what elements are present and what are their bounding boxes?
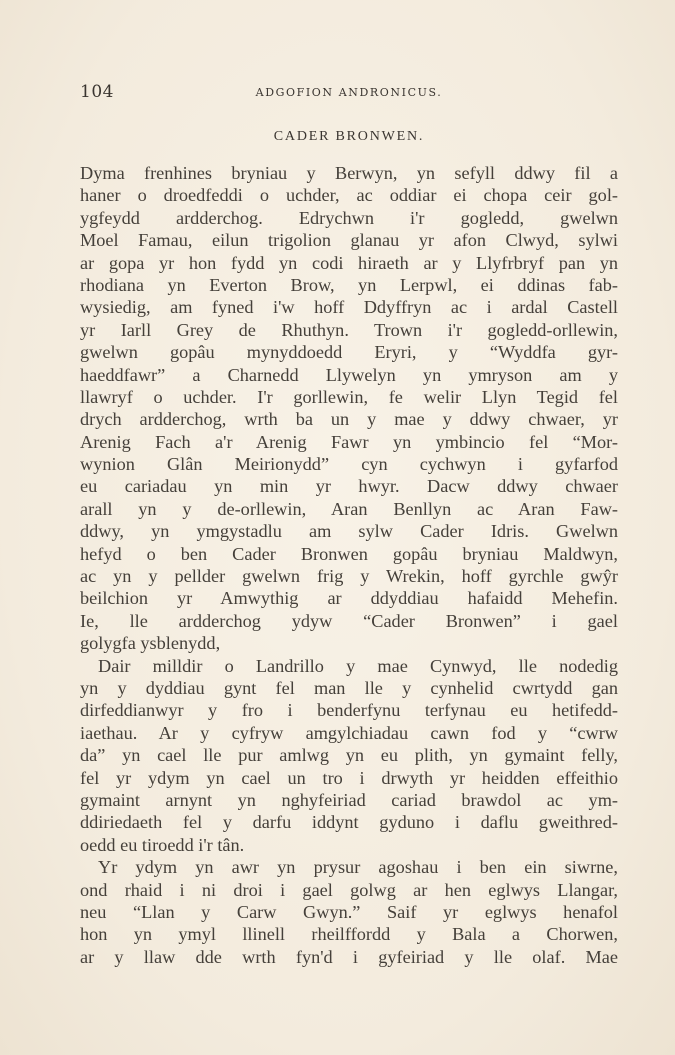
body-text: [80, 162, 618, 968]
text-line: Yr ydym yn awr yn prysur agoshau i ben ein siwrne,: [98, 857, 618, 878]
text-line: oedd eu tiroedd i'r tân.: [80, 834, 245, 855]
text-line: neu “Llan y Carw Gwyn.” Saif yr eglwys henafol: [80, 901, 618, 922]
text-line: gymaint arnynt yn nghyfeiriad cariad brawdol ac ym-: [80, 789, 618, 810]
text-line: wysiedig, am fyned i'w hoff Ddyffryn ac i ardal Castell: [80, 297, 618, 318]
text-line: drych ardderchog, wrth ba un y mae y ddwy chwaer, yr: [80, 409, 618, 430]
text-line: eu cariadau yn min yr hwyr. Dacw ddwy chwaer: [80, 476, 618, 497]
text-line: ygfeydd ardderchog. Edrychwn i'r gogledd, gwelwn: [80, 207, 618, 228]
text-line: gwelwn gopâu mynyddoedd Eryri, y “Wyddfa gyr-: [80, 342, 618, 363]
text-line: beilchion yr Amwythig ar ddyddiau hafaidd Mehefin.: [80, 588, 618, 609]
text-line: Moel Famau, eilun trigolion glanau yr afon Clwyd, sylwi: [80, 230, 618, 251]
running-title: ADGOFION ANDRONICUS.: [255, 86, 443, 99]
text-line: dirfeddianwyr y fro i benderfynu terfynau eu hetifedd-: [80, 700, 618, 721]
text-line: Dair milldir o Landrillo y mae Cynwyd, lle nodedig: [98, 655, 618, 676]
text-line: ar gopa yr hon fydd yn codi hiraeth ar y Llyfrbryf pan yn: [80, 252, 618, 273]
text-line: rhodiana yn Everton Brow, yn Lerpwl, ei ddinas fab-: [80, 274, 618, 295]
text-line: ddiriedaeth fel y darfu iddynt gyduno i daflu gweithred-: [80, 812, 618, 833]
section-title: CADER BRONWEN.: [273, 129, 425, 144]
text-line: golygfa ysblenydd,: [80, 633, 221, 654]
text-line: hon yn ymyl llinell rheilffordd y Bala a Chorwen,: [80, 924, 618, 945]
text-line: yr Iarll Grey de Rhuthyn. Trown i'r gogledd-orllewin,: [80, 319, 618, 340]
text-line: ond rhaid i ni droi i gael golwg ar hen eglwys Llangar,: [80, 879, 618, 900]
text-line: fel yr ydym yn cael un tro i drwyth yr heidden effeithio: [80, 767, 618, 788]
text-line: haeddfawr” a Charnedd Llywelyn yn ymryson am y: [80, 364, 618, 385]
text-line: haner o droedfeddi o uchder, ac oddiar ei chopa ceir gol-: [80, 185, 618, 206]
text-line: iaethau. Ar y cyfryw amgylchiadau cawn fod y “cwrw: [80, 722, 618, 743]
running-header: [80, 82, 618, 106]
text-line: Ie, lle ardderchog ydyw “Cader Bronwen” i gael: [80, 610, 618, 631]
text-line: Dyma frenhines bryniau y Berwyn, yn sefyll ddwy fil a: [80, 163, 618, 183]
text-line: arall yn y de-orllewin, Aran Benllyn ac Aran Faw-: [80, 498, 618, 519]
text-line: yn y dyddiau gynt fel man lle y cynhelid cwrtydd gan: [80, 677, 618, 698]
text-line: ac yn y pellder gwelwn frig y Wrekin, hoff gyrchle gwŷr: [80, 566, 618, 587]
text-line: da” yn cael lle pur amlwg yn eu plith, yn gymaint felly,: [80, 745, 618, 766]
text-line: llawryf o uchder. I'r gorllewin, fe welir Llyn Tegid fel: [80, 386, 618, 407]
text-line: hefyd o ben Cader Bronwen gopâu bryniau Maldwyn,: [80, 543, 618, 564]
text-line: wynion Glân Meirionydd” cyn cychwyn i gyfarfod: [80, 454, 618, 475]
text-line: Arenig Fach a'r Arenig Fawr yn ymbincio fel “Mor-: [80, 431, 618, 452]
text-line: ar y llaw dde wrth fyn'd i gyfeiriad y lle olaf. Mae: [80, 946, 618, 967]
page-number: 104: [80, 82, 114, 102]
text-line: ddwy, yn ymgystadlu am sylw Cader Idris. Gwelwn: [80, 521, 618, 542]
